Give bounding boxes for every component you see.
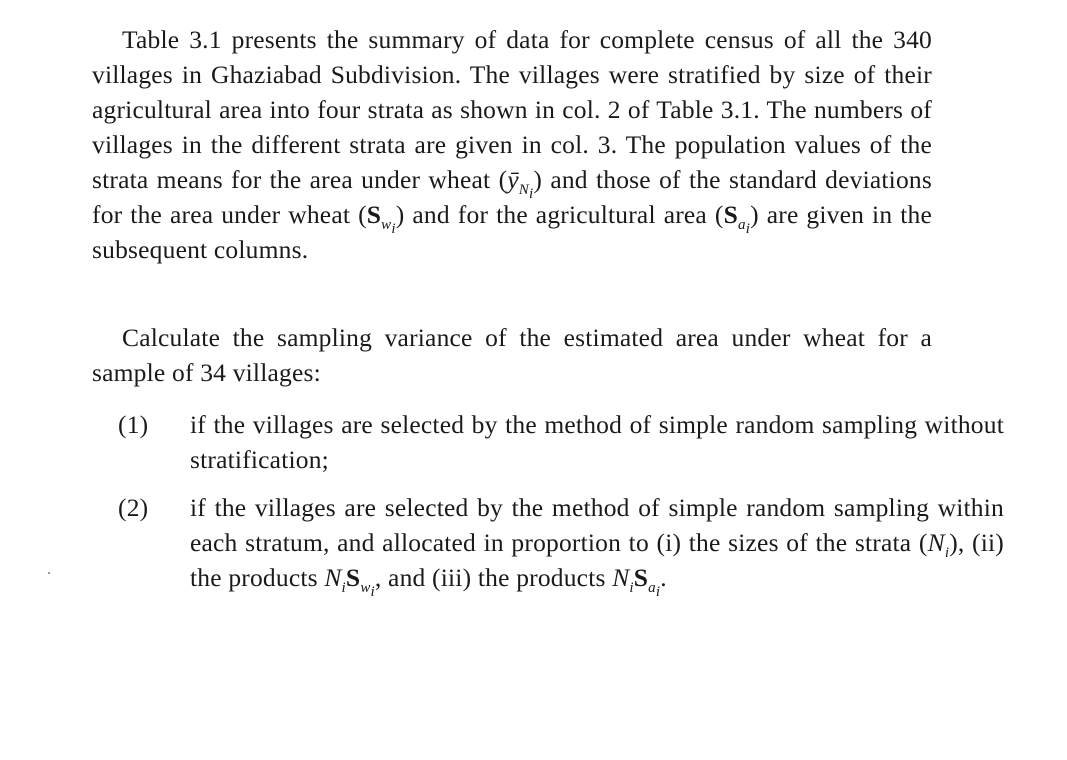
text-run: Table 3.1 presents the summary of data for complete census of all the 340 villages in Ghaziabad Subdivision. The villages were stratified by size of their agricultural area into four strata as shown in col. 2 of Table 3.1. The numbers of villages in the different strata are given in col. 3. The population values of the strata means for the area under wheat ( [92,25,932,194]
list-item [118,490,1005,601]
list-item [118,407,1004,477]
item-marker: (1) [118,410,149,439]
item-marker: (2) [118,493,149,522]
text-run: ) and for the agricultural area ( [395,200,724,229]
stratum-mean-symbol: $ȳ_{N_i}$ [507,165,534,203]
sa-symbol: $S_{a_i}$ [723,200,751,238]
paragraph-question: Calculate the sampling variance of the estimated area under wheat for a sample of 34 villages: [92,323,932,387]
product-nsa-symbol: $N_iS_{a_i}$ [612,563,661,601]
sw-symbol: $S_{w_i}$ [366,200,396,238]
scan-speck [48,572,50,574]
item-text: if the villages are selected by the method of simple random sampling without stratification; [190,410,1004,474]
text-run: ) and those of the standard deviations for the area under wheat ( [92,165,932,229]
text-run: . [660,563,667,592]
ni-symbol: $N_i$ [927,528,950,562]
text-run: ) are given in the subsequent columns. [92,200,932,264]
product-nsw-symbol: $N_iS_{w_i}$ [324,563,375,601]
paragraph-table-summary [92,22,932,267]
text-run: , and (iii) the products [374,563,613,592]
text-run: ), (ii) the products [190,528,1005,592]
text-run: if the villages are selected by the method of simple random sampling within each stratum, and allocated in proportion to (i) the sizes of the strata ( [190,493,1004,557]
